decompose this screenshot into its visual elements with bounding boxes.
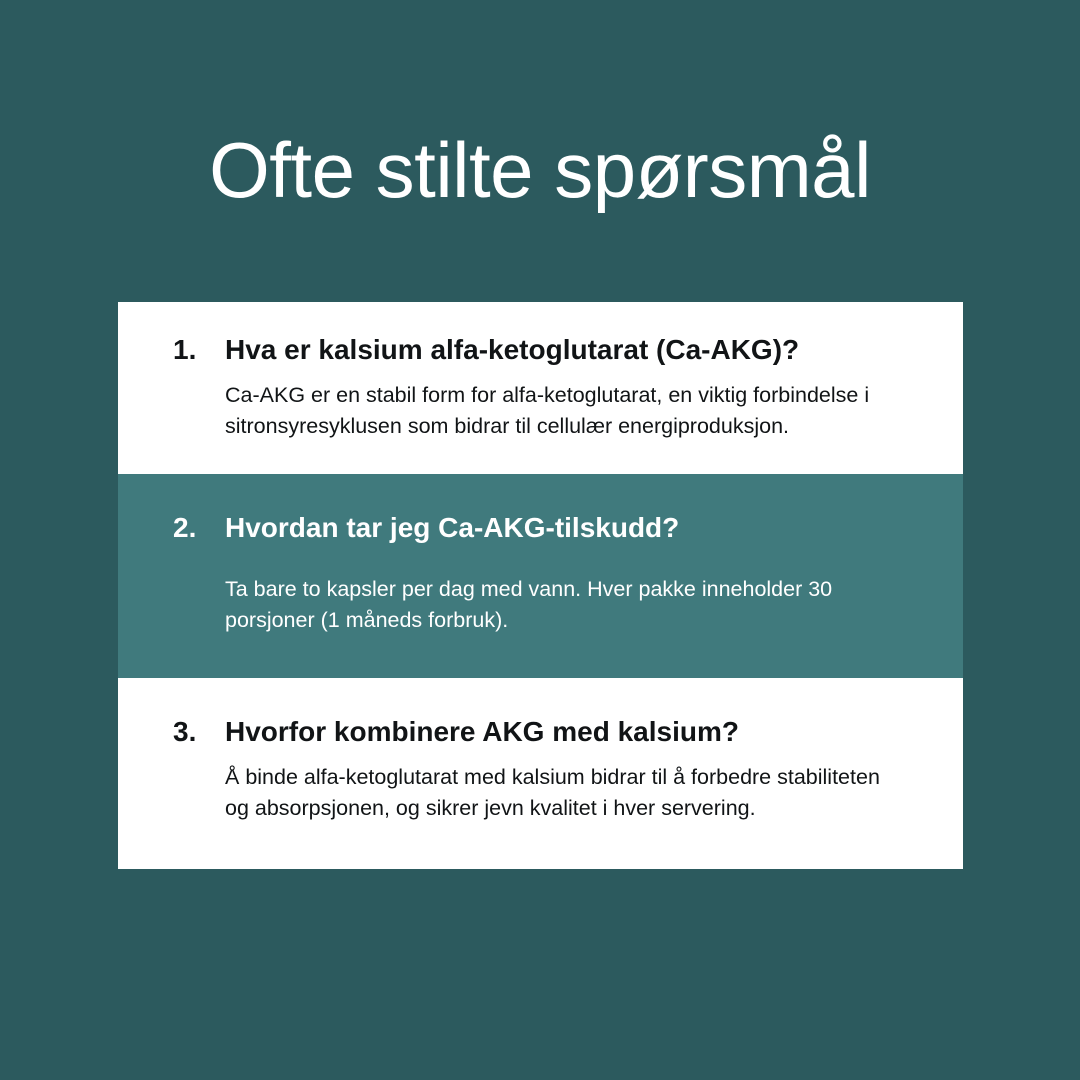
- faq-item-number: 1.: [173, 334, 197, 365]
- faq-item: [118, 678, 963, 868]
- faq-question-row: [173, 714, 908, 750]
- faq-item-answer: Å binde alfa-ketoglutarat med kalsium bidrar til å forbedre stabiliteten og absorpsjonen, og sikrer jevn kvalitet i hver servering.: [225, 765, 880, 821]
- faq-item: [118, 302, 963, 474]
- faq-item-answer: Ca-AKG er en stabil form for alfa-ketoglutarat, en viktig forbindelse i sitronsyresyklusen som bidrar til cellulær energiproduksjon.: [225, 382, 870, 438]
- faq-list: [118, 302, 963, 869]
- page-title: Ofte stilte spørsmål: [209, 126, 871, 214]
- faq-item-question: Hvorfor kombinere AKG med kalsium?: [225, 716, 739, 748]
- faq-item: [118, 474, 963, 678]
- faq-item-answer: Ta bare to kapsler per dag med vann. Hver pakke inneholder 30 porsjoner (1 måneds forbruk).: [225, 577, 833, 633]
- faq-item-number: 3.: [173, 716, 197, 748]
- faq-item-question: Hva er kalsium alfa-ketoglutarat (Ca-AKG)?: [225, 334, 800, 365]
- faq-item-number: 2.: [173, 512, 197, 544]
- faq-item-question: Hvordan tar jeg Ca-AKG-tilskudd?: [225, 512, 680, 544]
- faq-question-row: [173, 510, 908, 546]
- faq-question-row: [173, 332, 908, 368]
